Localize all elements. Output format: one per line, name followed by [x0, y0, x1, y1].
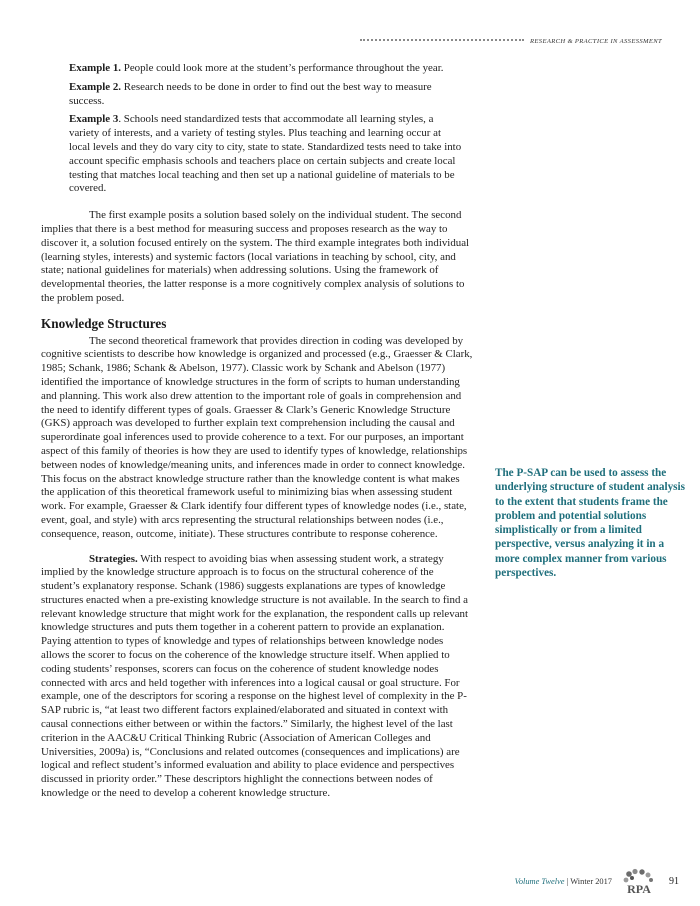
strategies-label: Strategies.	[89, 552, 138, 565]
paragraph-knowledge-structures: The second theoretical framework that provides direction in coding was developed by cognitive scientists to describe how knowledge is organized and processed (e.g., Graesser & Clark, 1985; Schank, 1986; Schank & Abelson, 1977). Classic work by Schank and Abelson (1977) identified the importance of knowledge structures in the form of scripts to human understanding and planning. This work also drew attention to the important role of goals in comprehension and the need to identify different types of goals. Graesser & Clark’s Generic Knowledge Structure (GKS) approach was developed to further explain text comprehension including the causal and superordinate goal inferences used to provide coherence to a text. For our purposes, an important aspect of this family of theories is how they are used to identify types of knowledge, relationships between nodes of knowledge/meaning units, and inferences made in order to connect knowledge. This focus on the abstract knowledge structure rather than the knowledge content is what makes the application of this theoretical framework useful to minimizing bias when assessing student work. For example, Graesser & Clark identify four different types of knowledge nodes (i.e., state, event, goal, and style) with arcs representing the structural relationships between nodes (i.e., consequence, reason, outcome, initiate). These structures contribute to response coherence.	[41, 334, 473, 540]
main-column	[41, 62, 473, 801]
running-head	[360, 35, 662, 47]
example-1-label: Example 1.	[69, 62, 122, 74]
strategies-text: With respect to avoiding bias when assessing student work, a strategy implied by the knowledge structure approach is to focus on the structural coherence of the student’s explanatory response. Schank (1986) suggests explanations are types of knowledge structures enacted when a pre-existing knowledge structure is not available. In the search to find a relevant knowledge structure that might work for the explanation, the respondent calls up relevant knowledge structures and puts them together in a coherent pattern to provide an explanation. Paying attention to types of knowledge and types of relationships between knowledge nodes allows the scorer to focus on the coherence of the knowledge structure itself. When applied to coding students’ responses, scorers can focus on the coherence of student knowledge nodes connected with arcs and held together with inferences into a logical causal or goal structure. For example, one of the descriptors for scoring a response on the highest level of complexity in the P-SAP rubric is, “at least two different factors explained/elaborated and situated in context with causal connections either between or within the factors.” Similarly, the highest level of the last criterion in the AAC&U Critical Thinking Rubric (Association of American Colleges and Universities, 2009a) is, “Conclusions and related outcomes (consequences and implications) are logical and reflect student’s informed evaluation and ability to place evidence and perspectives discussed in priority order.” These descriptors highlight the connections between nodes of knowledge or the need to develop a coherent knowledge structure.	[41, 552, 469, 800]
footer-volume: Volume Twelve	[514, 877, 565, 886]
running-head-rule	[360, 39, 524, 41]
example-2-label: Example 2.	[69, 80, 122, 93]
footer-separator: |	[564, 877, 571, 886]
rpa-logo-icon	[620, 868, 658, 898]
paragraph-developmental-analysis: The first example posits a solution based solely on the individual student. The second implies that there is a best method for measuring success and proposes research as the way to discover it, a solution focused entirely on the system. The third example integrates both individual (learning styles, interests) and systemic factors (local variations in teaching by school, city, and state; national guidelines for materials) when addressing solutions. Using the framework of developmental theories, the latter response is a more cognitively complex analysis of solutions to the problem posed.	[41, 209, 470, 304]
running-head-text: RESEARCH & PRACTICE IN ASSESSMENT	[530, 37, 662, 45]
example-3-text: . Schools need standardized tests that accommodate all learning styles, a variety of interests, and a variety of testing styles. Plus teaching and learning occur at local levels and they do vary city to city, state to state. Standardized tests need to take into account specific emphasis schools and teachers place on certain subjects and create local testing that matches local teaching and then set up a national guideline of materials to be covered.	[69, 113, 462, 195]
svg-text:RPA: RPA	[627, 882, 651, 896]
page-number: 91	[669, 876, 679, 887]
footer-issue	[515, 877, 612, 886]
pull-quote: The P-SAP can be used to assess the underlying structure of student analysis to the extent that students frame the problem and potential solutions simplistically or from a limited perspective, versus analyzing it in a more complex manner from various perspectives.	[495, 467, 686, 580]
example-2	[69, 81, 464, 109]
footer-issue-date: Winter 2017	[570, 877, 612, 886]
example-1-text: People could look more at the student’s performance throughout the year.	[121, 62, 444, 74]
paragraph-strategies	[41, 553, 473, 801]
example-2-text: Research needs to be done in order to find out the best way to measure success.	[69, 80, 432, 107]
example-3	[69, 113, 464, 196]
example-1	[69, 62, 464, 76]
section-heading-knowledge-structures: Knowledge Structures	[41, 315, 167, 331]
page-footer	[500, 868, 690, 898]
example-3-label: Example 3	[69, 113, 119, 126]
